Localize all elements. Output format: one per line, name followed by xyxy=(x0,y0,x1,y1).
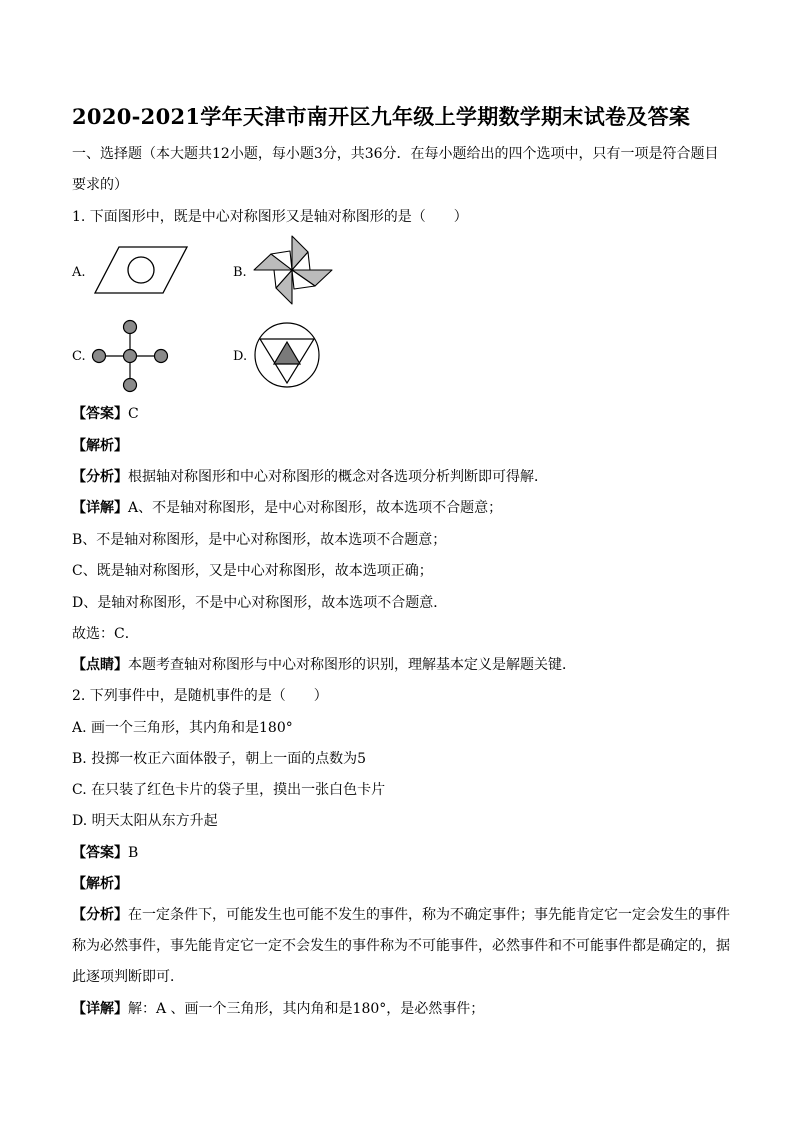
q2-analysis-tag xyxy=(72,874,732,894)
q1-answer xyxy=(72,404,732,424)
dianjing-text: 本题考查轴对称图形与中心对称图形的识别，理解基本定义是解题关键． xyxy=(128,657,576,673)
q2-fenxi xyxy=(72,900,732,993)
fenxi-tag: 【分析】 xyxy=(72,907,128,923)
q2-option-d: D. 明天太阳从东方升起 xyxy=(72,813,218,829)
analysis-tag: 【解析】 xyxy=(72,876,128,892)
option-c-label: C. xyxy=(72,349,86,364)
pinwheel-figure xyxy=(252,233,336,307)
xiangjie-text: A、不是轴对称图形，是中心对称图形，故本选项不合题意； xyxy=(128,500,503,516)
answer-value: C xyxy=(128,406,139,422)
option-d-label: D. xyxy=(233,349,248,364)
q2-option-c: C. 在只装了红色卡片的袋子里，摸出一张白色卡片 xyxy=(72,782,386,798)
answer-value: B xyxy=(128,845,139,861)
cross-nodes-figure xyxy=(90,318,170,394)
q1-dianjing xyxy=(72,655,732,675)
q1-choose: 故选：C． xyxy=(72,626,139,642)
option-a-label: A. xyxy=(72,265,86,280)
xiangjie-text: 解：A 、画一个三角形，其内角和是180°，是必然事件； xyxy=(128,1001,485,1017)
q2-xiangjie xyxy=(72,999,732,1019)
answer-tag: 【答案】 xyxy=(72,406,128,422)
q1-analysis-tag xyxy=(72,436,732,456)
page-title: 2020-2021学年天津市南开区九年级上学期数学期末试卷及答案 xyxy=(72,104,691,129)
answer-tag: 【答案】 xyxy=(72,845,128,861)
question-2-stem: 2. 下列事件中，是随机事件的是（ ） xyxy=(72,688,328,704)
q1-xiangjie xyxy=(72,498,732,518)
question-1-stem: 1. 下面图形中，既是中心对称图形又是轴对称图形的是（ ） xyxy=(72,209,468,225)
fenxi-text: 在一定条件下，可能发生也可能不发生的事件，称为不确定事件；事先能肯定它一定会发生的事件称为必然事件，事先能肯定它一定不会发生的事件称为不可能事件，必然事件和不可能事件都是确定的，据此逐项判断即可． xyxy=(72,907,730,985)
option-b-label: B. xyxy=(233,265,247,280)
q1-fenxi xyxy=(72,467,732,487)
q2-option-a: A. 画一个三角形，其内角和是180° xyxy=(72,720,293,736)
fenxi-text: 根据轴对称图形和中心对称图形的概念对各选项分析判断即可得解． xyxy=(128,469,548,485)
analysis-tag: 【解析】 xyxy=(72,438,128,454)
xiangjie-tag: 【详解】 xyxy=(72,500,128,516)
q1-line-c: C、既是轴对称图形，又是中心对称图形，故本选项正确； xyxy=(72,563,433,579)
fenxi-tag: 【分析】 xyxy=(72,469,128,485)
q1-line-d: D、是轴对称图形，不是中心对称图形，故本选项不合题意． xyxy=(72,595,448,611)
parallelogram-circle-figure xyxy=(93,243,189,297)
q2-answer xyxy=(72,843,732,863)
q1-line-b: B、不是轴对称图形，是中心对称图形，故本选项不合题意； xyxy=(72,532,447,548)
xiangjie-tag: 【详解】 xyxy=(72,1001,128,1017)
q2-option-b: B. 投掷一枚正六面体骰子，朝上一面的点数为5 xyxy=(72,751,367,767)
circle-triangle-figure xyxy=(252,320,322,390)
dianjing-tag: 【点睛】 xyxy=(72,657,128,673)
section-header: 一、选择题（本大题共12小题，每小题3分，共36分．在每小题给出的四个选项中，只有一项是符合题目要求的） xyxy=(72,146,719,193)
